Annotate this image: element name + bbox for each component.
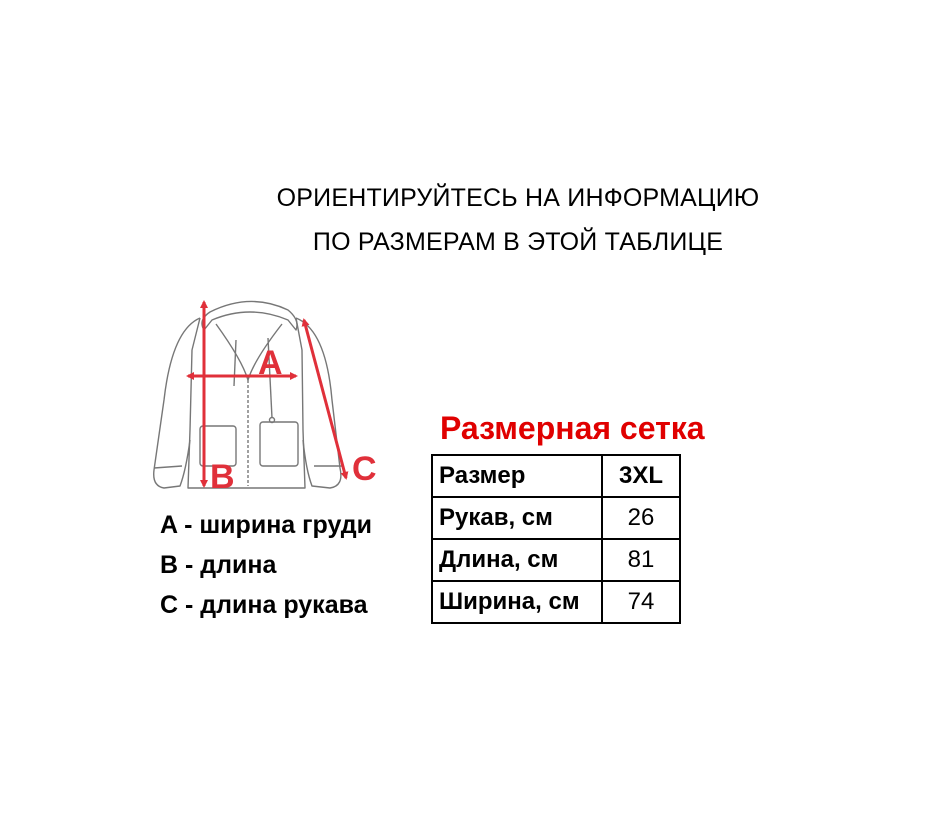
row-value: 81 [602, 539, 680, 581]
measurement-legend [160, 505, 372, 625]
table-row-length [432, 539, 680, 581]
marker-a: A [258, 344, 283, 382]
table-header-row [432, 455, 680, 497]
size-chart-table [431, 454, 681, 624]
page-heading [250, 176, 786, 264]
jacket-outline [154, 301, 342, 488]
legend-item-c: C - длина рукава [160, 591, 368, 619]
table-row-sleeve [432, 497, 680, 539]
jacket-diagram [140, 290, 400, 500]
marker-c: C [352, 450, 377, 488]
row-value: 74 [602, 581, 680, 623]
row-value: 26 [602, 497, 680, 539]
legend-item-b: B - длина [160, 551, 277, 579]
row-label: Длина, см [432, 539, 602, 581]
heading-line-1: ОРИЕНТИРУЙТЕСЬ НА ИНФОРМАЦИЮ [276, 184, 760, 212]
row-label: Ширина, см [432, 581, 602, 623]
row-label: Рукав, см [432, 497, 602, 539]
size-chart-title: Размерная сетка [440, 410, 705, 446]
table-row-width [432, 581, 680, 623]
header-size-label: Размер [432, 455, 602, 497]
header-size-value: 3XL [602, 455, 680, 497]
arrow-c-sleeve-length [304, 320, 346, 478]
heading-line-2: ПО РАЗМЕРАМ В ЭТОЙ ТАБЛИЦЕ [312, 228, 724, 256]
legend-item-a: A - ширина груди [160, 511, 373, 539]
marker-b: B [210, 458, 235, 496]
